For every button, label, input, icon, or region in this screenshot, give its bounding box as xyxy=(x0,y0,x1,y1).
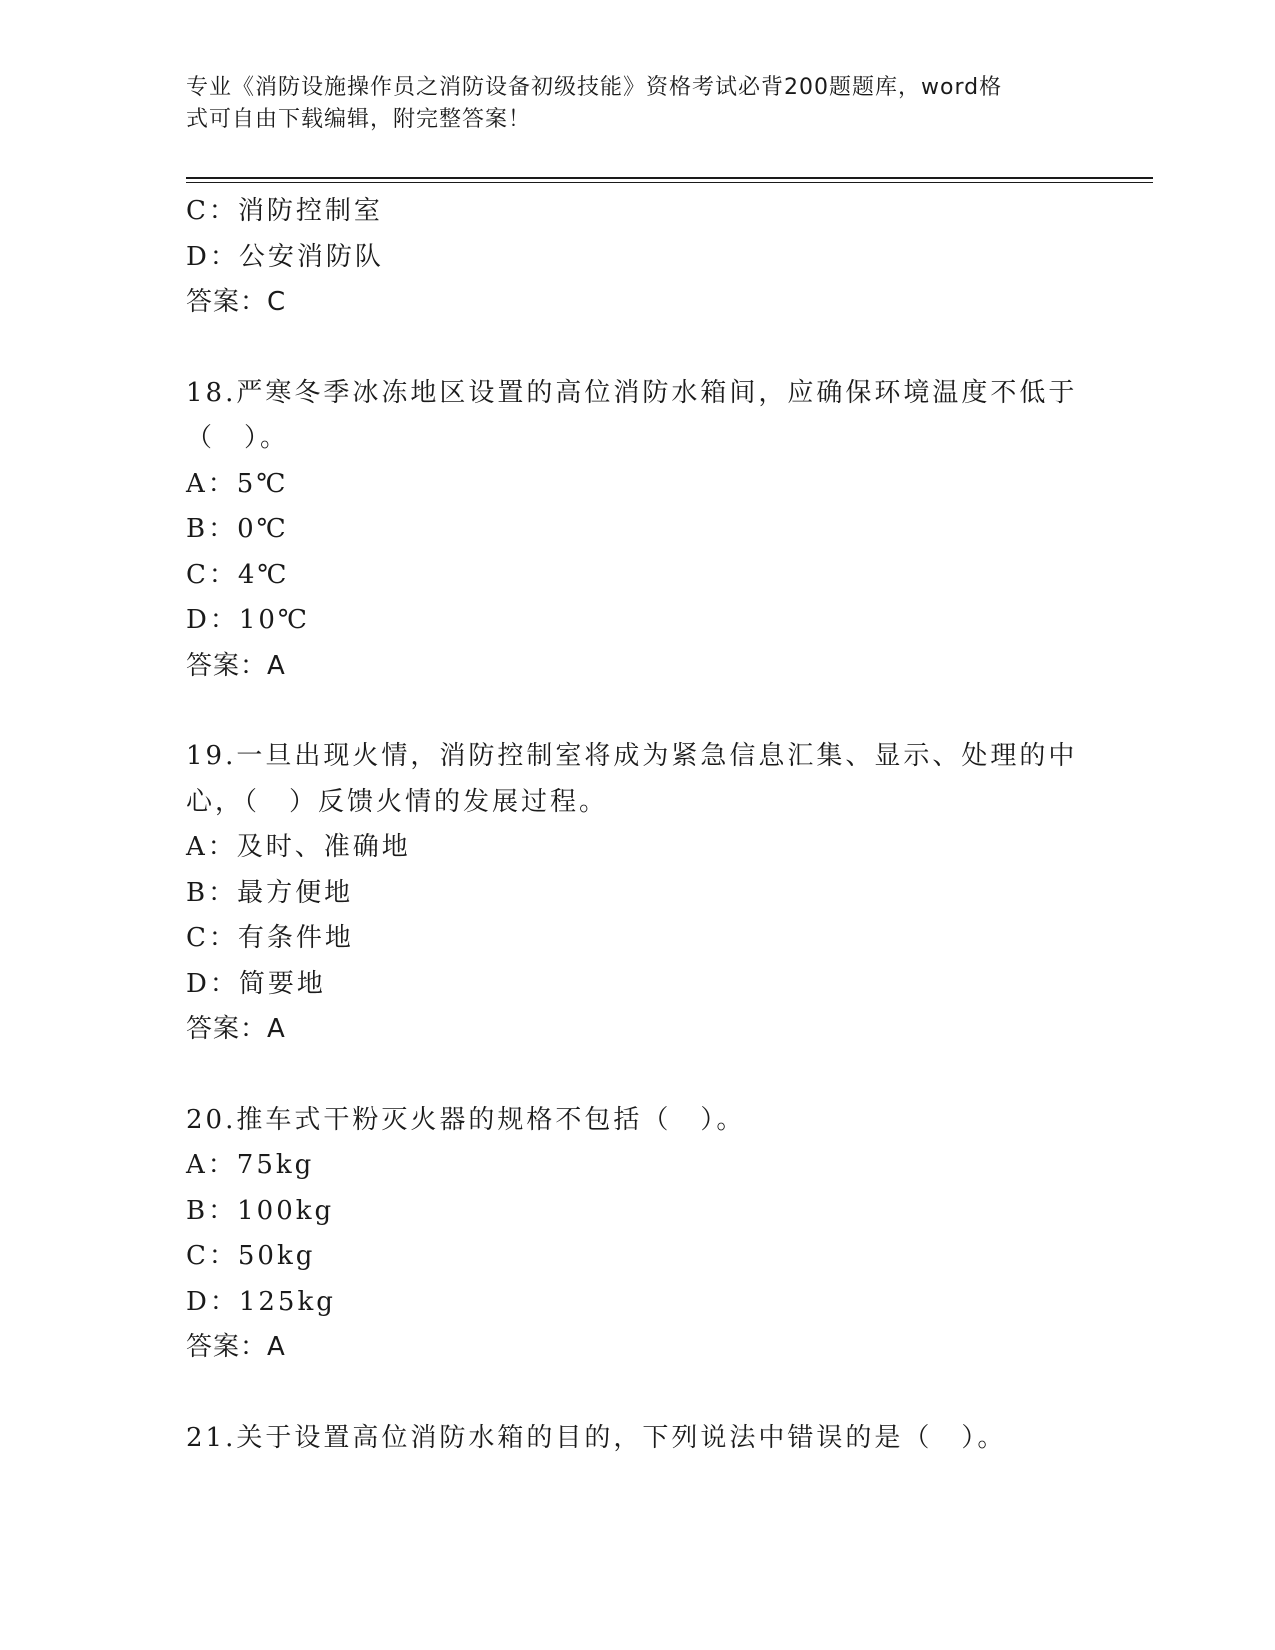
question-20 xyxy=(186,1098,1086,1371)
header-divider-thin xyxy=(186,182,1153,183)
option-a: A：及时、准确地 xyxy=(186,832,411,862)
question-stem-line: 18.严寒冬季冰冻地区设置的高位消防水箱间，应确保环境温度不低于 xyxy=(186,377,1078,408)
header-line-1: 专业《消防设施操作员之消防设备初级技能》资格考试必背200题题库，word格 xyxy=(186,75,1003,100)
spacer xyxy=(186,689,1086,734)
question-17-continued xyxy=(186,189,1086,326)
answer-label: 答案：A xyxy=(186,650,286,681)
question-stem-line: 心，（ ）反馈火情的发展过程。 xyxy=(186,786,609,817)
question-stem-line: 20.推车式干粉灭火器的规格不包括（ ）。 xyxy=(186,1104,746,1135)
option-d: D：10℃ xyxy=(186,605,311,635)
header-divider-thick xyxy=(186,177,1153,179)
spacer xyxy=(186,1053,1086,1098)
spacer xyxy=(186,326,1086,371)
option-a: A：75kg xyxy=(186,1150,315,1180)
page-header xyxy=(186,72,1066,136)
answer-label: 答案：A xyxy=(186,1014,286,1044)
option-b: B：最方便地 xyxy=(186,877,354,908)
option-d: D：125kg xyxy=(186,1286,336,1317)
option-a: A：5℃ xyxy=(186,468,289,499)
answer-label: 答案：C xyxy=(186,287,287,317)
question-stem-line: 21.关于设置高位消防水箱的目的，下列说法中错误的是（ ）。 xyxy=(186,1422,1007,1453)
spacer xyxy=(186,1371,1086,1416)
question-18 xyxy=(186,371,1086,690)
option-d: D：公安消防队 xyxy=(186,241,384,272)
option-c: C：4℃ xyxy=(186,559,290,590)
question-list xyxy=(186,189,1086,1461)
question-stem-line: 19.一旦出现火情，消防控制室将成为紧急信息汇集、显示、处理的中 xyxy=(186,741,1078,771)
option-c: C：50kg xyxy=(186,1241,316,1271)
question-stem-line: （ ）。 xyxy=(186,423,290,453)
option-c: C：消防控制室 xyxy=(186,196,383,226)
option-c: C：有条件地 xyxy=(186,923,354,953)
option-d: D：简要地 xyxy=(186,968,326,999)
answer-label: 答案：A xyxy=(186,1332,286,1362)
header-line-2: 式可自由下载编辑，附完整答案！ xyxy=(186,107,532,132)
question-19 xyxy=(186,734,1086,1053)
option-b: B：100kg xyxy=(186,1195,335,1226)
question-21 xyxy=(186,1416,1086,1462)
option-b: B：0℃ xyxy=(186,514,289,544)
